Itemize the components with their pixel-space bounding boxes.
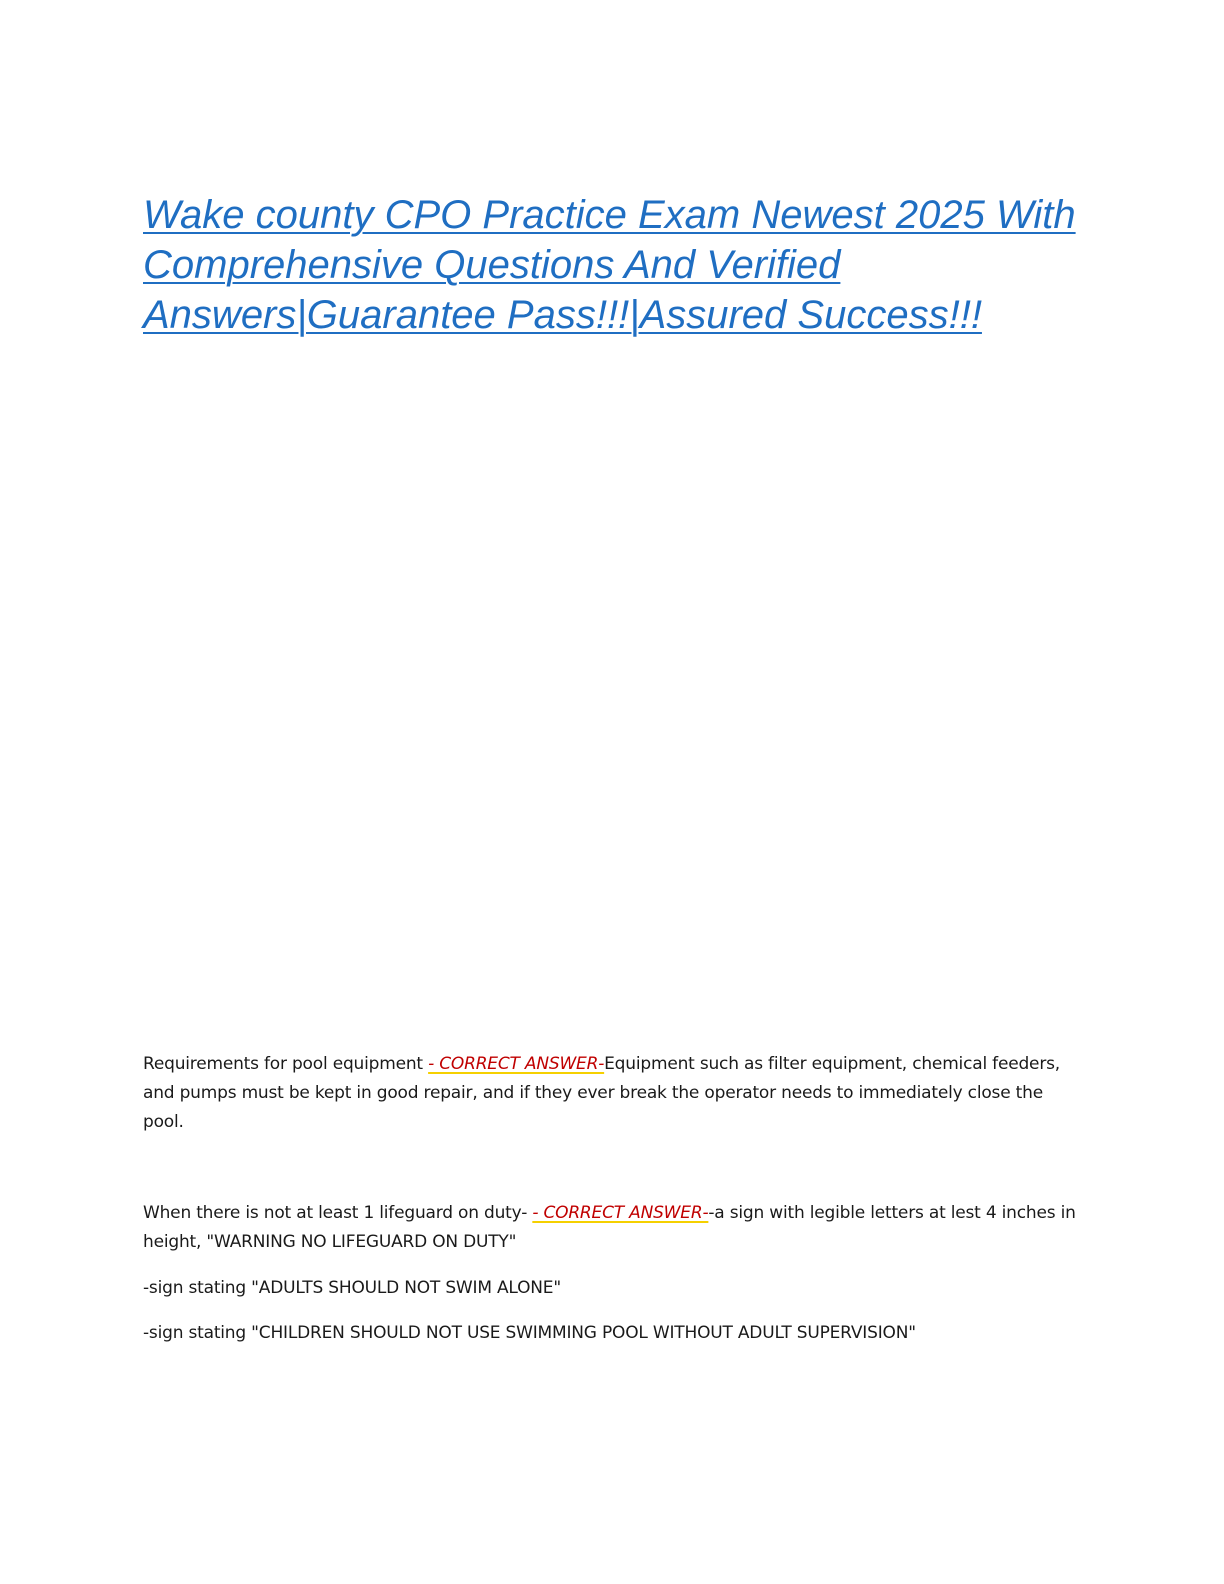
qa-item-pool-equipment xyxy=(143,1050,1083,1137)
question-text: When there is not at least 1 lifeguard on duty- xyxy=(143,1203,533,1223)
answer-text: Equipment such as filter equipment, chemical feeders, and pumps must be kept in good repair, and if they ever break the operator needs to immediately close the pool. xyxy=(143,1054,1060,1132)
answer-text: -a sign with legible letters at lest 4 inches in height, "WARNING NO LIFEGUARD ON DUTY" xyxy=(143,1203,1076,1252)
answer-extra-line: -sign stating "ADULTS SHOULD NOT SWIM ALONE" xyxy=(143,1278,561,1298)
qa-item-lifeguard xyxy=(143,1199,1083,1257)
correct-answer-marker: - CORRECT ANSWER- xyxy=(428,1054,605,1074)
document-title[interactable]: Wake county CPO Practice Exam Newest 2025 With Comprehensive Questions And Verified Answers|Guarantee Pass!!!|Assured Success!!! xyxy=(143,193,1076,337)
question-text: Requirements for pool equipment xyxy=(143,1054,429,1074)
answer-extra-line: -sign stating "CHILDREN SHOULD NOT USE SWIMMING POOL WITHOUT ADULT SUPERVISION" xyxy=(143,1323,916,1343)
correct-answer-marker: - CORRECT ANSWER- xyxy=(532,1203,709,1223)
